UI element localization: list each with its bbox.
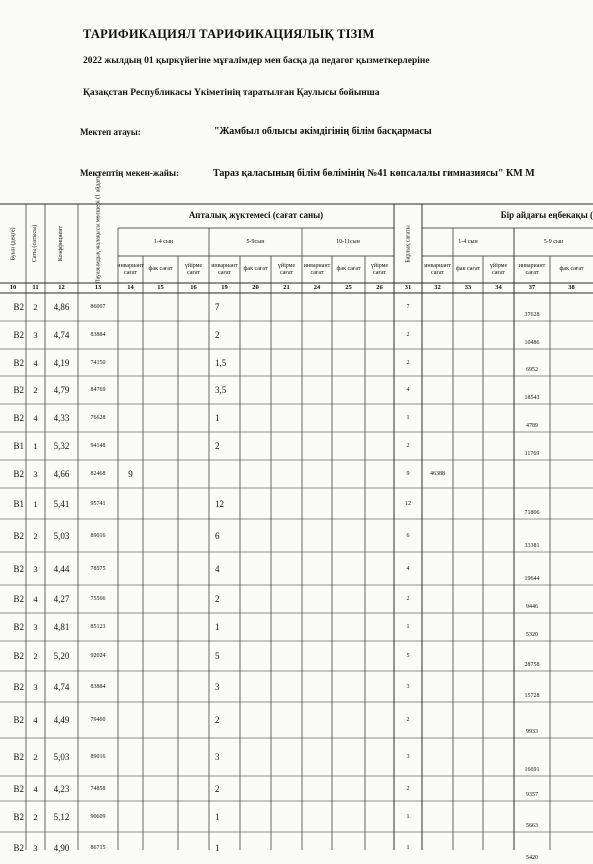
row-rate: 1 <box>33 498 38 509</box>
row-pay-1-4 <box>422 776 453 801</box>
column-number: 31 <box>404 283 412 291</box>
row-pay-5-9: 5663 <box>526 823 538 829</box>
row-rate: 2 <box>33 651 38 661</box>
row-pay-5-9: 5320 <box>526 632 538 638</box>
row-hours-1-4 <box>118 702 143 738</box>
row-pay-1-4 <box>422 488 453 519</box>
row-total-hours: 2 <box>406 359 410 366</box>
row-rate: 4 <box>33 783 38 794</box>
row-hours-5-9: 2 <box>215 330 220 340</box>
header-sub-circle: үйірме сағат <box>370 263 389 276</box>
header-rate: Саты (сатысы) <box>32 224 38 263</box>
column-number: 19 <box>221 283 228 291</box>
row-total-hours: 2 <box>406 443 410 449</box>
row-hours-5-9: 1 <box>215 811 220 822</box>
column-number: 25 <box>345 283 352 291</box>
row-pay-5-9: 19644 <box>524 576 540 582</box>
row-salary: 86007 <box>90 304 106 310</box>
row-category: В2 <box>13 752 24 762</box>
row-total-hours: 7 <box>406 304 410 310</box>
row-salary: 82468 <box>90 471 106 477</box>
row-pay-1-4 <box>422 349 453 376</box>
row-salary: 74858 <box>90 785 106 792</box>
row-category: В2 <box>13 330 24 340</box>
row-rate: 2 <box>33 302 38 312</box>
row-total-hours: 4 <box>406 387 410 393</box>
row-rate: 3 <box>33 843 38 853</box>
header-coefficient: Коэффициент <box>58 225 64 262</box>
row-hours-1-4: 9 <box>128 469 133 479</box>
row-hours-5-9: 2 <box>215 783 220 794</box>
row-rate: 4 <box>33 715 38 725</box>
row-total-hours: 1 <box>406 813 410 820</box>
row-rate: 3 <box>33 681 38 692</box>
header-sub-circle: үйірме сағат <box>184 263 203 276</box>
row-category: В2 <box>13 843 24 853</box>
address-label: Мектептің мекен-жайы: <box>80 168 180 178</box>
header-salary: Лауазымдық жалақысы мөлшері (1 айдағы) <box>95 171 101 283</box>
row-hours-5-9: 12 <box>215 498 224 509</box>
row-category: В2 <box>13 413 24 423</box>
row-pay-1-4 <box>422 641 453 671</box>
row-pay-1-4 <box>422 738 453 776</box>
row-coefficient: 4,86 <box>53 302 70 312</box>
row-total-hours: 3 <box>406 754 410 760</box>
column-number: 14 <box>127 283 134 291</box>
header-monthly-pay: Бір айдағы еңбекақы ( <box>500 210 593 221</box>
row-category: В2 <box>13 811 24 822</box>
row-coefficient: 4,19 <box>53 357 70 368</box>
row-hours-1-4 <box>118 519 143 552</box>
row-salary: 92024 <box>90 653 106 659</box>
row-pay-5-9: 15728 <box>524 693 540 699</box>
row-salary: 95741 <box>90 500 106 507</box>
header-grade-10-11: 10-11сын <box>336 238 360 245</box>
header-sub-elective: фак сағат <box>336 266 361 273</box>
row-pay-1-4 <box>422 432 453 460</box>
subtitle-line-1: 2022 жылдың 01 қыркүйегіне мұғалімдер мен басқа да педагог қызметкерлеріне <box>83 56 430 66</box>
document-title: ТАРИФИКАЦИЯЛ ТАРИФИКАЦИЯЛЫҚ ТІЗІМ <box>83 27 375 41</box>
header-total-hours: Барлық сағаты <box>405 224 411 263</box>
row-coefficient: 4,74 <box>53 330 70 340</box>
row-total-hours: 2 <box>406 596 410 602</box>
row-coefficient: 4,66 <box>53 469 70 479</box>
row-rate: 2 <box>33 385 38 395</box>
row-hours-1-4 <box>118 641 143 671</box>
row-pay-1-4 <box>422 404 453 432</box>
row-pay-5-9: 5420 <box>526 855 538 861</box>
row-hours-5-9: 3 <box>215 681 220 692</box>
row-category: В2 <box>13 594 24 604</box>
row-salary: 94148 <box>90 443 106 449</box>
row-coefficient: 4,44 <box>53 563 70 574</box>
header-sub-circle: үйірме сағат <box>489 263 508 276</box>
row-salary: 89016 <box>90 754 106 760</box>
row-hours-1-4 <box>118 801 143 832</box>
row-salary: 78575 <box>90 565 106 572</box>
row-pay-1-4 <box>422 293 453 321</box>
column-number: 16 <box>190 283 197 291</box>
row-pay-1-4 <box>422 552 453 585</box>
row-hours-5-9: 2 <box>215 594 220 604</box>
row-total-hours: 3 <box>406 683 410 690</box>
row-coefficient: 4,90 <box>53 843 70 853</box>
row-coefficient: 5,20 <box>53 651 70 661</box>
row-pay-1-4 <box>422 321 453 349</box>
header-sub-elective: фак сағат <box>559 266 584 273</box>
row-hours-1-4 <box>118 585 143 613</box>
header-sub-invariant: инвариант сағат <box>117 263 144 276</box>
row-category: В2 <box>13 563 24 574</box>
row-pay-5-9: 4789 <box>526 423 538 429</box>
row-hours-1-4 <box>118 321 143 349</box>
row-coefficient: 5,12 <box>53 811 70 822</box>
row-category: В2 <box>13 681 24 692</box>
row-hours-5-9: 2 <box>215 715 220 725</box>
row-rate: 3 <box>33 330 38 340</box>
row-coefficient: 5,41 <box>53 498 70 509</box>
row-hours-5-9: 1 <box>215 843 220 853</box>
row-pay-1-4: 46388 <box>430 471 445 477</box>
row-coefficient: 4,23 <box>53 783 70 794</box>
row-hours-5-9: 6 <box>215 530 220 541</box>
row-salary: 89016 <box>90 532 106 539</box>
row-rate: 2 <box>33 530 38 541</box>
header-weekly-load: Апталық жүктемесі (сағат саны) <box>188 210 324 221</box>
row-pay-1-4 <box>422 801 453 832</box>
row-pay-1-4 <box>422 702 453 738</box>
row-rate: 4 <box>33 594 38 604</box>
row-rate: 3 <box>33 622 38 632</box>
school-name-value: "Жамбыл облысы әкімдігінің білім басқармасы <box>214 126 432 137</box>
row-pay-5-9: 9933 <box>526 729 538 735</box>
row-hours-1-4 <box>118 738 143 776</box>
row-hours-5-9: 3,5 <box>215 385 227 395</box>
row-category: В1 <box>13 498 24 509</box>
column-number: 38 <box>568 283 575 291</box>
row-category: В1 <box>13 441 24 451</box>
row-category: В2 <box>13 302 24 312</box>
row-hours-5-9: 3 <box>215 752 220 762</box>
header-sub-invariant: инвариант сағат <box>303 263 331 276</box>
row-pay-5-9: 9446 <box>526 604 538 610</box>
row-category: В2 <box>13 530 24 541</box>
row-total-hours: 1 <box>406 624 410 630</box>
row-rate: 2 <box>33 811 38 822</box>
row-pay-1-4 <box>422 832 453 864</box>
row-hours-1-4 <box>118 349 143 376</box>
row-coefficient: 5,03 <box>53 752 70 762</box>
row-pay-1-4 <box>422 613 453 641</box>
row-pay-5-9: 71806 <box>524 510 540 516</box>
row-hours-5-9: 1 <box>215 413 220 423</box>
row-category: В2 <box>13 622 24 632</box>
column-number: 26 <box>376 283 383 291</box>
row-pay-5-9: 16691 <box>524 767 540 773</box>
row-coefficient: 4,79 <box>53 385 70 395</box>
row-hours-1-4 <box>118 552 143 585</box>
row-hours-5-9: 1 <box>215 622 220 632</box>
row-salary: 76628 <box>90 415 106 421</box>
row-rate: 4 <box>33 413 38 423</box>
row-coefficient: 5,32 <box>53 441 70 451</box>
row-pay-5-9: 28758 <box>524 662 540 668</box>
row-coefficient: 4,27 <box>53 594 70 604</box>
row-hours-1-4 <box>118 613 143 641</box>
column-number: 13 <box>94 283 102 291</box>
row-pay-1-4 <box>422 671 453 702</box>
row-rate: 1 <box>33 441 38 451</box>
subtitle-line-2: Қазақстан Республикасы Үкіметінің таратылған Қаулысы бойынша <box>83 88 380 98</box>
row-total-hours: 2 <box>406 785 410 792</box>
row-salary: 86715 <box>90 845 106 851</box>
column-number: 20 <box>252 283 259 291</box>
row-hours-1-4 <box>118 293 143 321</box>
row-pay-1-4 <box>422 519 453 552</box>
row-category: В2 <box>13 783 24 794</box>
column-number: 34 <box>495 283 502 291</box>
column-number: 21 <box>283 283 290 291</box>
row-salary: 83884 <box>90 332 106 338</box>
header-sub-elective: фак сағат <box>243 266 268 273</box>
row-salary: 90609 <box>90 813 106 820</box>
header-grade-5-9: 5-9сын <box>246 238 265 245</box>
row-total-hours: 2 <box>406 332 410 338</box>
row-rate: 3 <box>33 563 38 574</box>
header-sub-invariant: инвариант сағат <box>518 263 546 276</box>
header-sub-invariant: инвариант сағат <box>211 263 238 276</box>
row-coefficient: 4,49 <box>53 715 70 725</box>
row-hours-1-4 <box>118 776 143 801</box>
column-number: 12 <box>58 283 65 291</box>
row-coefficient: 4,74 <box>53 681 70 692</box>
header-sub-invariant: инвариант сағат <box>424 263 451 276</box>
column-number: 32 <box>434 283 441 291</box>
row-pay-5-9: 10486 <box>524 340 540 346</box>
column-number: 11 <box>32 283 39 291</box>
row-hours-5-9 <box>209 460 240 488</box>
row-pay-5-9: 9357 <box>526 792 538 798</box>
column-number: 10 <box>9 283 17 291</box>
header-pay-5-9: 5-9 сын <box>543 238 564 245</box>
row-hours-1-4 <box>118 404 143 432</box>
row-hours-5-9: 4 <box>215 563 220 574</box>
row-total-hours: 12 <box>405 500 411 507</box>
row-hours-1-4 <box>118 376 143 404</box>
row-hours-1-4 <box>118 832 143 864</box>
row-pay-5-9: 6952 <box>526 367 538 373</box>
row-salary: 84769 <box>90 387 106 393</box>
column-number: 15 <box>157 283 164 291</box>
row-pay-5-9 <box>514 460 550 488</box>
row-total-hours: 2 <box>406 717 410 723</box>
school-name-label: Мектеп атауы: <box>80 127 141 137</box>
row-category: В2 <box>13 715 24 725</box>
header-pay-1-4: 1-4 сын <box>458 238 478 245</box>
row-hours-1-4 <box>118 671 143 702</box>
row-hours-1-4 <box>118 488 143 519</box>
row-pay-5-9: 18543 <box>524 395 540 401</box>
row-salary: 85123 <box>90 624 106 630</box>
column-number: 24 <box>313 283 321 291</box>
row-total-hours: 9 <box>406 471 410 477</box>
row-rate: 2 <box>33 752 38 762</box>
header-sub-elective: фак сағат <box>456 266 480 273</box>
row-category: В2 <box>13 651 24 661</box>
column-number: 37 <box>528 283 536 291</box>
row-hours-5-9: 2 <box>215 441 220 451</box>
row-hours-5-9: 1,5 <box>215 357 227 368</box>
row-hours-1-4 <box>118 432 143 460</box>
row-total-hours: 1 <box>406 415 410 421</box>
header-category: Буын (деңге) <box>10 227 16 261</box>
header-sub-circle: үйірме сағат <box>277 263 296 276</box>
header-grade-1-4: 1-4 сын <box>153 238 174 245</box>
row-category: В2 <box>13 357 24 368</box>
row-total-hours: 1 <box>406 845 410 851</box>
row-category: В2 <box>13 469 24 479</box>
row-salary: 75566 <box>90 596 106 602</box>
row-rate: 3 <box>33 469 38 479</box>
row-hours-5-9: 5 <box>215 651 220 661</box>
row-coefficient: 5,03 <box>53 530 70 541</box>
row-total-hours: 6 <box>406 532 410 539</box>
row-pay-5-9: 33381 <box>524 543 540 549</box>
row-pay-1-4 <box>422 585 453 613</box>
row-pay-5-9: 11769 <box>524 451 540 457</box>
row-rate: 4 <box>33 357 38 368</box>
row-pay-5-9: 37628 <box>524 312 540 318</box>
row-category: В2 <box>13 385 24 395</box>
header-sub-elective: фак сағат <box>148 266 173 273</box>
column-number: 33 <box>464 283 472 291</box>
row-coefficient: 4,81 <box>53 622 70 632</box>
row-total-hours: 4 <box>406 565 410 572</box>
address-value: Тараз қаласының білім бөлімінің №41 көпсалалы гимназиясы" КМ М <box>213 168 535 179</box>
row-total-hours: 5 <box>406 653 410 659</box>
row-salary: 74150 <box>90 359 106 366</box>
row-salary: 83884 <box>90 683 106 690</box>
row-pay-1-4 <box>422 376 453 404</box>
row-salary: 79460 <box>90 717 106 723</box>
row-coefficient: 4,33 <box>53 413 70 423</box>
row-hours-5-9: 7 <box>215 302 220 312</box>
